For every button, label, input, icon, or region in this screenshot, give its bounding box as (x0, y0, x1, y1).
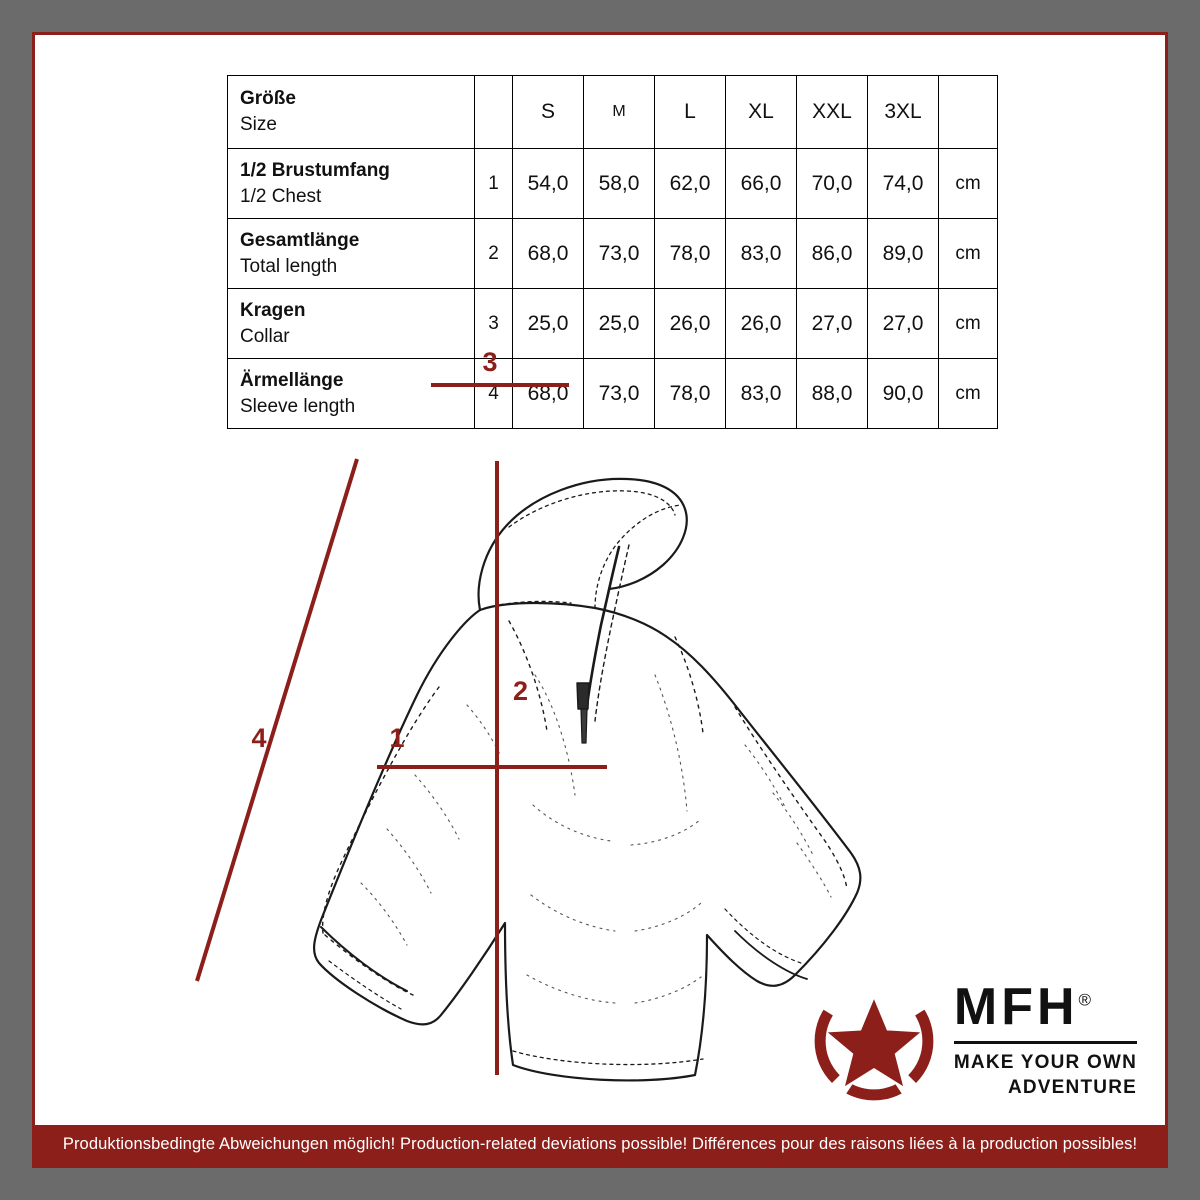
cell-sleeve-m: 73,0 (584, 359, 655, 429)
table-row (228, 289, 998, 359)
cell-collar-s: 25,0 (513, 289, 584, 359)
brand-name-text: MFH (953, 978, 1079, 1037)
brand-name (953, 978, 1092, 1037)
cell-length-m: 73,0 (584, 219, 655, 289)
cell-collar-xl: 26,0 (726, 289, 797, 359)
header-unit-cell (939, 76, 998, 149)
star-icon (808, 975, 940, 1107)
measurement-labels (251, 347, 528, 753)
row-label-de: Gesamtlänge (240, 229, 360, 251)
card-content (35, 35, 1165, 1125)
cell-sleeve-s: 68,0 (513, 359, 584, 429)
brand-logo (808, 975, 1137, 1107)
cell-sleeve-3xl: 90,0 (868, 359, 939, 429)
header-label-en: Size (240, 114, 277, 135)
row-unit-collar: cm (939, 289, 998, 359)
measure-label-total-length: 2 (513, 676, 529, 706)
registered-mark: ® (1078, 990, 1092, 1010)
tagline-line-2: ADVENTURE (1007, 1077, 1137, 1098)
row-num: 1 (475, 149, 513, 219)
row-label-total-length (228, 219, 475, 289)
cell-chest-xxl: 70,0 (797, 149, 868, 219)
row-label-collar (228, 289, 475, 359)
measure-label-sleeve: 4 (251, 723, 267, 753)
garment-illustration (35, 347, 1165, 1075)
header-size-l: L (655, 76, 726, 149)
row-label-de: 1/2 Brustumfang (240, 159, 390, 181)
cell-length-l: 78,0 (655, 219, 726, 289)
tagline-line-1: MAKE YOUR OWN (953, 1052, 1137, 1074)
cell-length-xl: 83,0 (726, 219, 797, 289)
row-unit-chest: cm (939, 149, 998, 219)
cell-sleeve-xl: 83,0 (726, 359, 797, 429)
cell-length-s: 68,0 (513, 219, 584, 289)
header-label-de: Größe (240, 88, 296, 110)
cell-collar-xxl: 27,0 (797, 289, 868, 359)
header-size-xl: XL (726, 76, 797, 149)
header-size-3xl: 3XL (868, 76, 939, 149)
cell-collar-3xl: 27,0 (868, 289, 939, 359)
row-label-de: Kragen (240, 299, 306, 321)
row-label-en: Sleeve length (240, 395, 356, 417)
brand-text-block (953, 978, 1137, 1100)
measure-label-chest: 1 (389, 723, 405, 753)
cell-collar-m: 25,0 (584, 289, 655, 359)
row-num: 4 (475, 359, 513, 429)
cell-length-xxl: 86,0 (797, 219, 868, 289)
measure-line-sleeve (197, 459, 357, 981)
product-size-card (32, 32, 1168, 1168)
row-label-en: 1/2 Chest (240, 185, 322, 207)
row-label-chest (228, 149, 475, 219)
cell-chest-l: 62,0 (655, 149, 726, 219)
brand-tagline (954, 1041, 1137, 1100)
header-label-cell (228, 76, 475, 149)
row-label-en: Total length (240, 255, 338, 277)
cell-chest-m: 58,0 (584, 149, 655, 219)
header-size-m: M (584, 76, 655, 149)
cell-chest-s: 54,0 (513, 149, 584, 219)
row-unit-total-length: cm (939, 219, 998, 289)
table-row (228, 149, 998, 219)
measure-label-collar: 3 (482, 347, 498, 377)
cell-chest-3xl: 74,0 (868, 149, 939, 219)
header-size-xxl: XXL (797, 76, 868, 149)
row-num: 2 (475, 219, 513, 289)
cell-sleeve-xxl: 88,0 (797, 359, 868, 429)
row-label-en: Collar (240, 325, 290, 347)
row-label-de: Ärmellänge (240, 369, 344, 391)
cell-length-3xl: 89,0 (868, 219, 939, 289)
disclaimer-footer: Produktionsbedingte Abweichungen möglich! Production-related deviations possible! Différences pour des raisons liées à la production possibles! (35, 1125, 1165, 1165)
table-row (228, 219, 998, 289)
table-header-row (228, 76, 998, 149)
row-num: 3 (475, 289, 513, 359)
header-size-s: S (513, 76, 584, 149)
cell-sleeve-l: 78,0 (655, 359, 726, 429)
cell-collar-l: 26,0 (655, 289, 726, 359)
header-num-cell (475, 76, 513, 149)
cell-chest-xl: 66,0 (726, 149, 797, 219)
jacket-outline (314, 479, 860, 1081)
row-unit-sleeve-length: cm (939, 359, 998, 429)
